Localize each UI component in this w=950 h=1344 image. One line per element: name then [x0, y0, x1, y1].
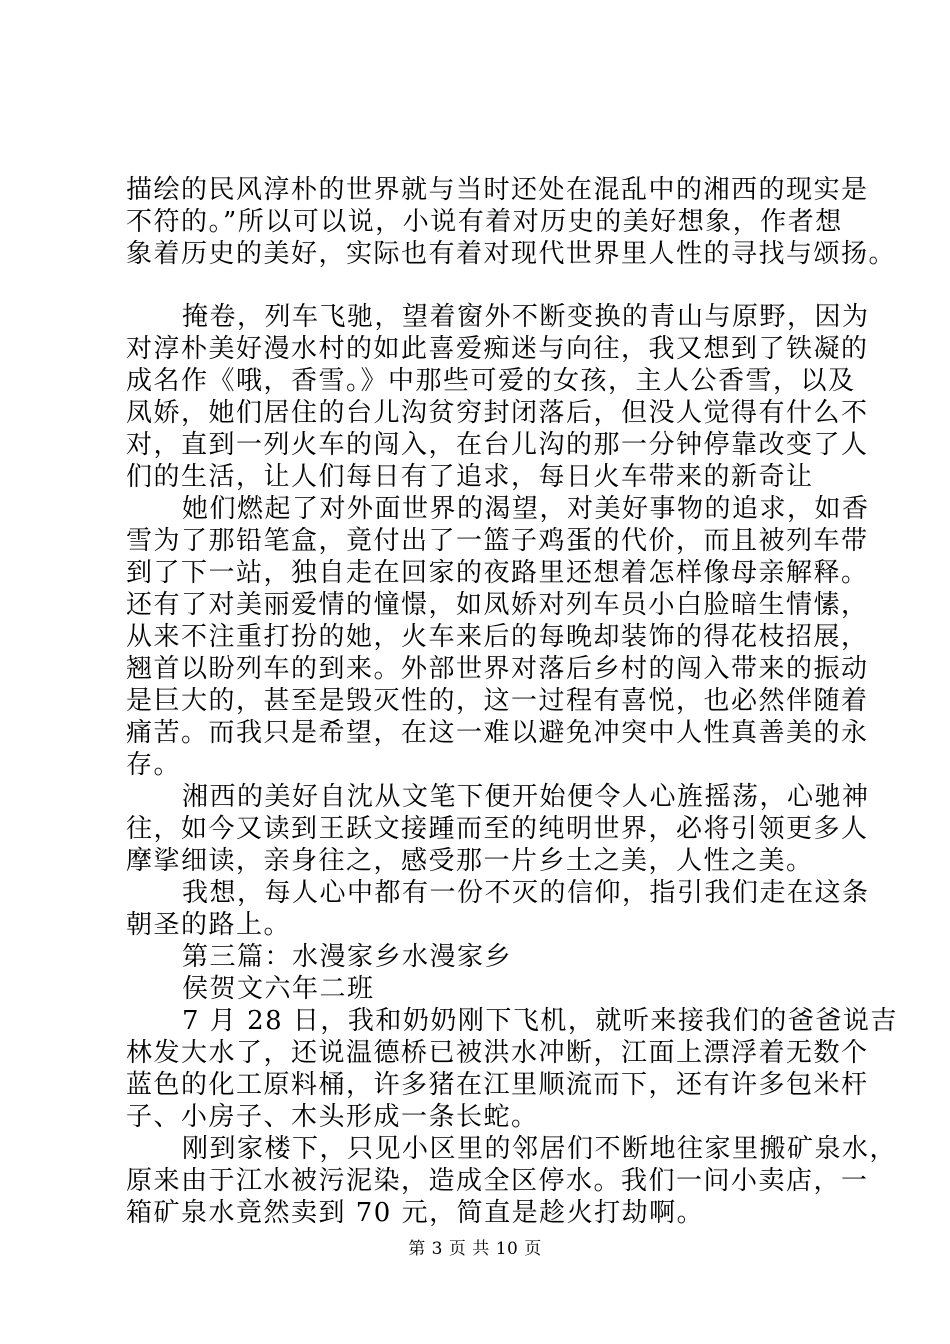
page-number: 第 3 页 共 10 页 — [408, 1239, 542, 1259]
text-line: 她们燃起了对外面世界的渴望，对美好事物的追求，如香 — [182, 494, 870, 524]
text-line: 痛苦。而我只是希望，在这一难以避免冲突中人性真善美的永 — [126, 718, 869, 748]
text-line: 蓝色的化工原料桶，许多猪在江里顺流而下，还有许多包米杆 — [126, 1070, 869, 1100]
text-line: 不符的。”所以可以说，小说有着对历史的美好想象，作者想 — [126, 207, 843, 237]
text-line: 雪为了那铅笔盒，竟付出了一篮子鸡蛋的代价，而且被列车带 — [126, 526, 869, 556]
text-line: 朝圣的路上。 — [126, 910, 292, 940]
text-line: 林发大水了，还说温德桥已被洪水冲断，江面上漂浮着无数个 — [126, 1038, 869, 1068]
text-line: 到了下一站，独自走在回家的夜路里还想着怎样像母亲解释。 — [126, 558, 869, 588]
text-line: 凤娇，她们居住的台儿沟贫穷封闭落后，但没人觉得有什么不 — [126, 398, 869, 428]
paragraph-block-top — [126, 174, 897, 270]
text-line: 从来不注重打扮的她，火车来后的每晚却装饰的得花枝招展， — [126, 622, 869, 652]
text-line: 是巨大的，甚至是毁灭性的，这一过程有喜悦，也必然伴随着 — [126, 686, 869, 716]
text-line: 7 月 28 日，我和奶奶刚下飞机，就听来接我们的爸爸说吉 — [182, 1006, 898, 1036]
text-line: 对淳朴美好漫水村的如此喜爱痴迷与向往，我又想到了铁凝的 — [126, 334, 869, 364]
text-line: 掩卷，列车飞驰，望着窗外不断变换的青山与原野，因为 — [182, 302, 870, 332]
text-line: 湘西的美好自沈从文笔下便开始便令人心旌摇荡，心驰神 — [182, 782, 870, 812]
text-line: 象着历史的美好，实际也有着对现代世界里人性的寻找与颂扬。 — [126, 239, 897, 269]
text-line: 描绘的民风淳朴的世界就与当时还处在混乱中的湘西的现实是 — [126, 175, 869, 205]
text-line: 往，如今又读到王跃文接踵而至的纯明世界，必将引领更多人 — [126, 814, 869, 844]
text-line: 还有了对美丽爱情的憧憬，如凤娇对列车员小白脸暗生情愫， — [126, 590, 869, 620]
text-line: 成名作《哦，香雪。》中那些可爱的女孩，主人公香雪，以及 — [126, 366, 856, 396]
text-line: 子、小房子、木头形成一条长蛇。 — [126, 1102, 539, 1132]
paragraph-block-main — [126, 301, 898, 1229]
text-line: 翘首以盼列车的到来。外部世界对落后乡村的闯入带来的振动 — [126, 654, 869, 684]
page-footer — [0, 1238, 950, 1260]
author-line: 侯贺文六年二班 — [182, 974, 375, 1004]
text-line: 们的生活，让人们每日有了追求，每日火车带来的新奇让 — [126, 462, 814, 492]
section-heading: 第三篇：水漫家乡水漫家乡 — [182, 942, 513, 972]
text-line: 我想，每人心中都有一份不灭的信仰，指引我们走在这条 — [182, 878, 870, 908]
text-line: 原来由于江水被污泥染，造成全区停水。我们一问小卖店，一 — [126, 1166, 869, 1196]
text-line: 摩挲细读，亲身往之，感受那一片乡土之美，人性之美。 — [126, 846, 814, 876]
text-line: 刚到家楼下，只见小区里的邻居们不断地往家里搬矿泉水， — [182, 1134, 898, 1164]
text-line: 对，直到一列火车的闯入，在台儿沟的那一分钟停靠改变了人 — [126, 430, 869, 460]
text-line: 存。 — [126, 750, 182, 780]
text-line: 箱矿泉水竟然卖到 70 元，简直是趁火打劫啊。 — [126, 1198, 705, 1228]
